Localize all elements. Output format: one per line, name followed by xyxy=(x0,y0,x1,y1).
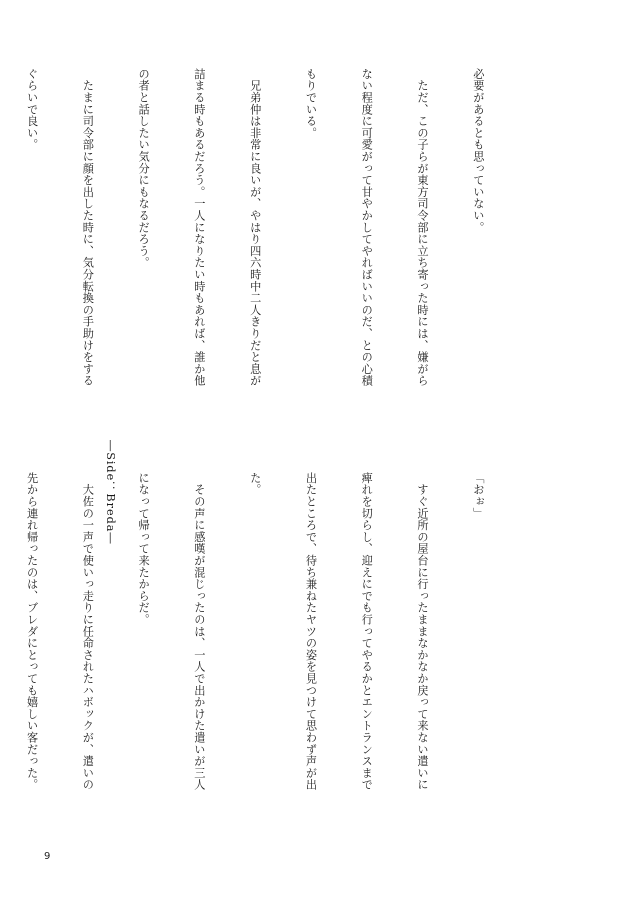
bottom-paragraph xyxy=(0,472,524,820)
top-paragraph xyxy=(0,68,524,418)
text-line: その声に感嘆が混じったのは、一人で出かけた遣いが三人 xyxy=(192,472,206,791)
text-line: すぐ近所の屋台に行ったままなかなか戻って来ない遣いに xyxy=(416,472,430,791)
text-line: 詰まる時もあるだろう。一人になりたい時もあれば、誰か他 xyxy=(192,68,206,387)
text-line: 必要があるとも思っていない。 xyxy=(471,68,485,234)
text-line: の者と話したい気分にもなるだろう。 xyxy=(137,68,151,269)
text-line: 痺れを切らし、迎えにでも行ってやるかとエントランスまで xyxy=(360,472,374,791)
text-line: 先から連れ帰ったのは、ブレダにとっても嬉しい客だった。 xyxy=(25,472,39,791)
text-line: 大佐の一声で使いっ走りに任命されたハボックが、遣いの xyxy=(81,472,95,791)
text-line: たまに司令部に顔を出した時に、気分転換の手助けをする xyxy=(81,68,95,387)
text-line: た。 xyxy=(248,472,262,496)
text-line: になって帰って来たからだ。 xyxy=(137,472,151,626)
text-line: もりでいる。 xyxy=(304,68,318,139)
text-line: 出たところで、待ち兼ねたヤツの姿を見つけて思わず声が出 xyxy=(304,472,318,791)
text-line: ない程度に可愛がって甘やかしてやればいいのだ、との心積 xyxy=(360,68,374,387)
section-heading: ―Side：Breda― xyxy=(104,440,117,545)
text-line: 「おぉ」 xyxy=(471,472,485,520)
text-line: ぐらいで良い。 xyxy=(25,68,39,151)
page-number: 9 xyxy=(44,851,51,862)
text-line: ただ、この子らが東方司令部に立ち寄った時には、嫌がら xyxy=(416,68,430,387)
text-line: 兄弟仲は非常に良いが、やはり四六時中二人きりだと息が xyxy=(248,68,262,387)
